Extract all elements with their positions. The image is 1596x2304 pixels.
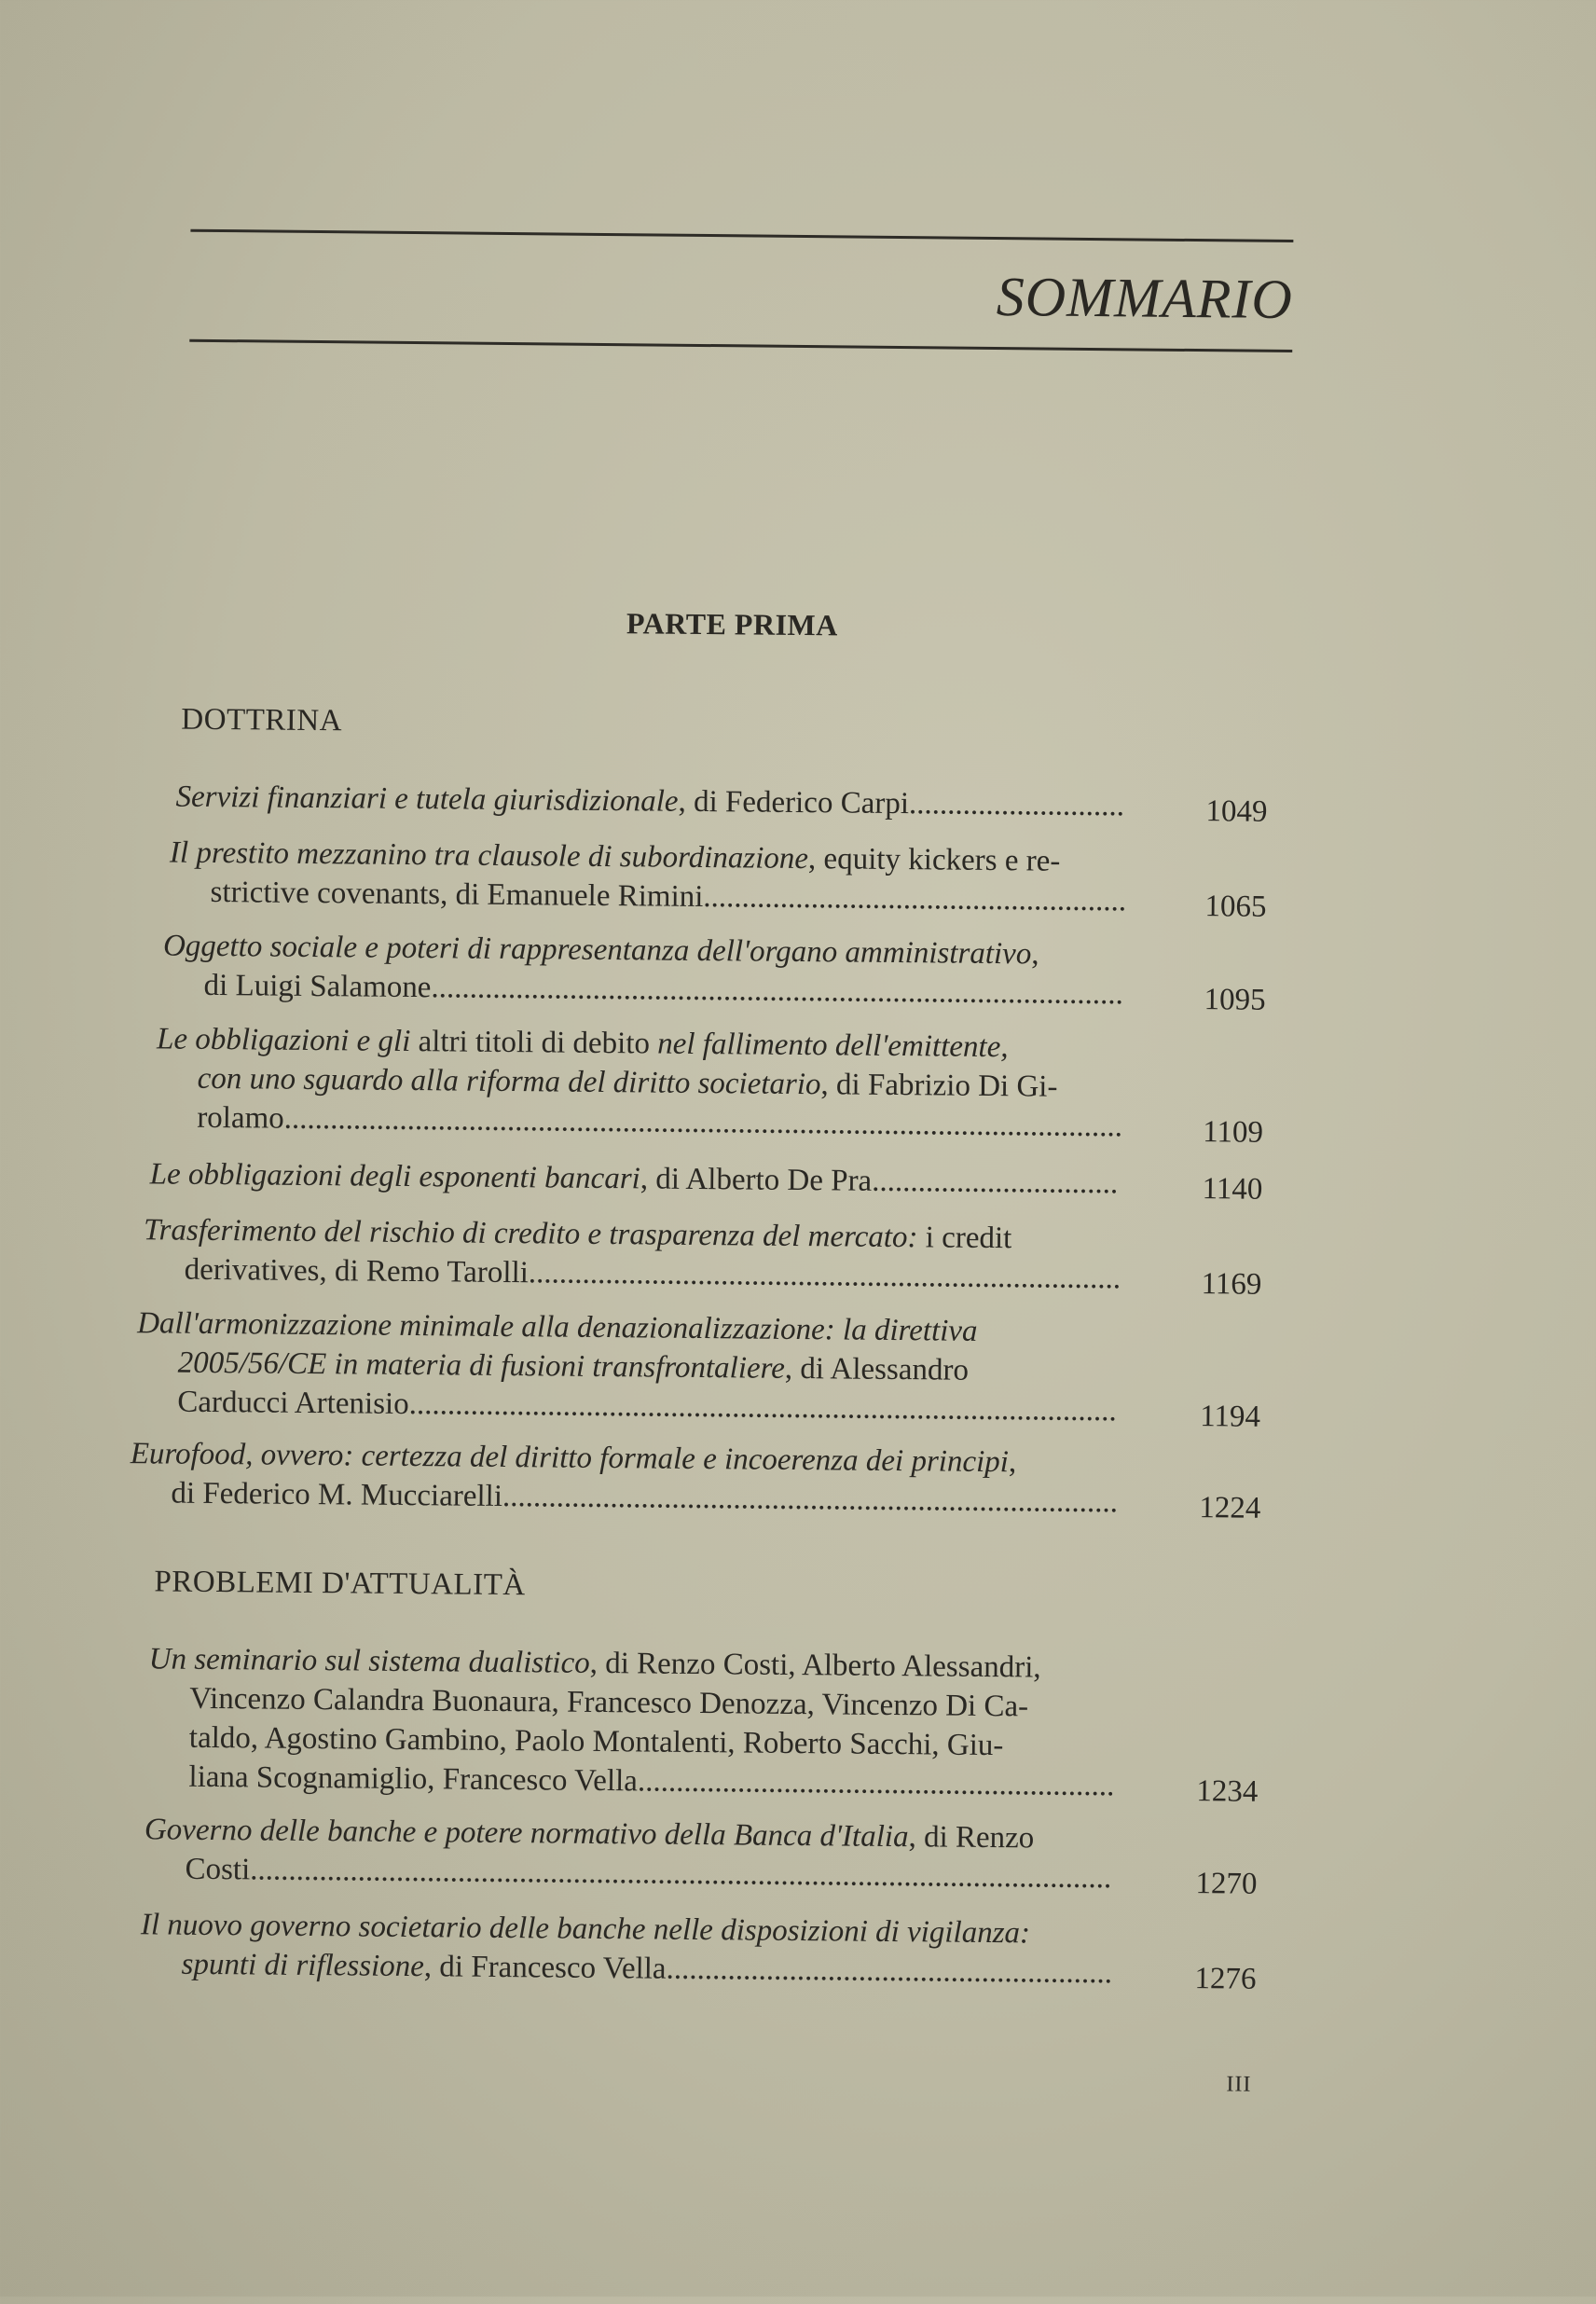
entry-title-text: nel fallimento dell'emittente, [657,1027,1009,1065]
toc-entry [156,1019,1123,1146]
toc-entry [175,778,1124,826]
entry-author-text: Costi [185,1852,251,1887]
part-heading: PARTE PRIMA [626,606,838,642]
entry-author-text: derivatives, di Remo Tarolli [184,1252,530,1290]
toc-entry-line [149,1154,1118,1203]
entry-page-number: 1224 [1199,1491,1261,1525]
toc-entry-line [169,873,1126,921]
entry-page-number: 1234 [1196,1774,1259,1809]
section-heading: PROBLEMI D'ATTUALITÀ [154,1565,526,1603]
entry-author-text: Vincenzo Calandra Buonaura, Francesco Denozza, Vincenzo Di Ca- [189,1681,1029,1724]
section-heading: DOTTRINA [181,702,343,738]
dot-leader: ................................................................................................................ [250,1853,1112,1896]
dot-leader: ............................................................................. [528,1256,1121,1296]
dot-leader: ............................................................................................ [408,1387,1117,1428]
toc-entry [147,1639,1116,1805]
entry-author-text: di Luigi Salamone [203,968,432,1005]
entry-title-text: Governo delle banche e potere normativo della Banca d'Italia [144,1813,909,1855]
entry-title-text: Dall'armonizzazione minimale alla denazionalizzazione: la direttiva [136,1306,978,1348]
entry-page-number: 1109 [1203,1115,1264,1150]
toc-entry-line [147,1757,1114,1805]
entry-author-text: i credit [917,1221,1012,1256]
entry-author-text: , di Federico Carpi [678,784,910,821]
toc-entry-line [156,1097,1122,1146]
header-rule-top [190,229,1293,242]
entry-title-text: Le obbligazioni degli esponenti bancari [149,1157,640,1196]
entry-author-text: di Federico M. Mucciarelli [171,1476,503,1513]
entry-author-text: Carducci Artenisio [177,1385,409,1422]
toc-entry [144,1810,1111,1897]
entry-title-text: 2005/56/CE in materia di fusioni transfrontaliere [177,1345,786,1386]
entry-title-text: spunti di riflessione [181,1947,425,1984]
entry-author-text: , equity kickers e re- [807,842,1061,878]
page-folio: III [1226,2072,1252,2097]
entry-author-text: , di Renzo Costi, Alberto Alessandri, [589,1646,1041,1685]
dot-leader: ............................................................................................................. [283,1101,1123,1144]
entry-title-text: Il prestito mezzanino tra clausole di subordinazione [169,835,809,876]
entry-title-text: con uno sguardo alla riforma del diritto societario [197,1061,821,1102]
entry-author-text: , di Francesco Vella [423,1950,667,1986]
entry-title-text: Eurofood, ovvero: certezza del diritto formale e incoerenza dei principi [130,1437,1010,1480]
entry-title-text: Il nuovo governo societario delle banche nelle disposizioni di vigilanza: [140,1908,1031,1951]
entry-author-text: rolamo [197,1100,284,1136]
entry-author-text: , di Alessandro [784,1351,970,1387]
entry-title-text: Servizi finanziari e tutela giurisdizionale [175,779,679,819]
entry-page-number: 1049 [1205,794,1268,829]
entry-title-text: Trasferimento del rischio di credito e trasparenza del mercato: [143,1213,918,1255]
dot-leader: ................................................................................ [502,1479,1119,1520]
toc-entry-line [140,1944,1112,1993]
toc-entry [162,926,1123,1014]
entry-title-text: Le obbligazioni e gli [156,1022,419,1059]
dot-leader: ....................................................... [703,880,1127,918]
entry-author-text: , di Fabrizio Di Gi- [820,1068,1058,1104]
dot-leader: ................................ [872,1164,1119,1201]
entry-author-text: , [1031,937,1039,972]
dot-leader: ............................ [908,787,1125,823]
entry-author-text: liana Scognamiglio, Francesco Vella [188,1759,639,1799]
toc-entry [169,834,1126,921]
page-title: SOMMARIO [996,266,1294,331]
entry-title-text: Oggetto sociale e poteri di rappresentanza dell'organo amministrativo [162,929,1032,972]
toc-entry-line [136,1382,1117,1430]
toc-entry [149,1154,1118,1203]
entry-page-number: 1270 [1195,1867,1258,1901]
dot-leader: .......................................................... [666,1952,1113,1991]
entry-author-text: taldo, Agostino Gambino, Paolo Montalenti, Roberto Sacchi, Giu- [188,1720,1004,1763]
entry-page-number: 1065 [1204,890,1267,924]
entry-roman-text: altri titoli di debito [418,1025,658,1061]
entry-page-number: 1095 [1204,983,1266,1017]
entry-author-text: , di Renzo [908,1820,1035,1856]
entry-page-number: 1276 [1194,1962,1257,1996]
toc-entry [130,1434,1118,1522]
dot-leader: .......................................................................................... [431,971,1124,1012]
toc-entry [140,1905,1112,1993]
entry-author-text: strictive covenants, di Emanuele Rimini [210,875,704,915]
toc-entry [136,1304,1118,1430]
entry-page-number: 1194 [1200,1400,1261,1434]
entry-page-number: 1140 [1202,1172,1263,1207]
toc-entry-line [175,778,1124,826]
entry-page-number: 1169 [1201,1267,1262,1302]
toc-entry-line [162,965,1123,1014]
toc-entry-line [144,1249,1121,1298]
toc-entry [144,1210,1121,1298]
entry-author-text: , di Alberto De Pra [640,1162,873,1198]
dot-leader: .............................................................. [637,1764,1115,1803]
entry-title-text: Un seminario sul sistema dualistico [148,1642,590,1680]
toc-entry-line [144,1849,1111,1897]
entry-author-text: , [1008,1445,1017,1480]
toc-entry-line [130,1473,1118,1522]
header-rule-bottom [189,339,1292,352]
